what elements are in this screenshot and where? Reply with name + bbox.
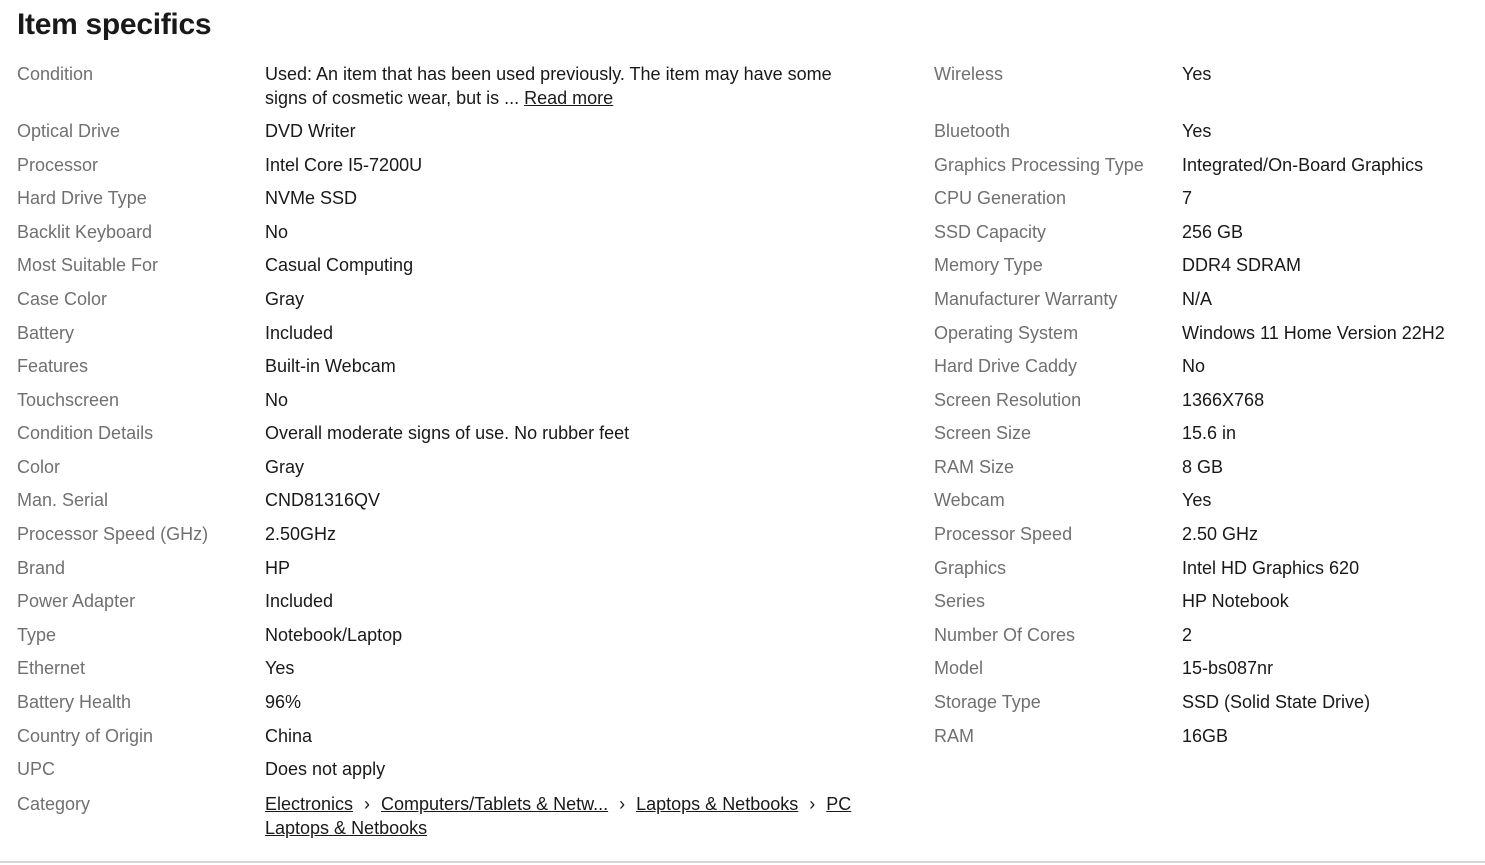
spec-value-text: NVMe SSD <box>265 188 358 208</box>
breadcrumb-link[interactable]: Laptops & Netbooks <box>636 794 799 814</box>
spec-label: Touchscreen <box>17 390 120 410</box>
spec-value-text: 2 <box>1182 625 1193 645</box>
spec-label: Manufacturer Warranty <box>934 289 1118 309</box>
spec-value-text: 96% <box>265 692 302 712</box>
spec-value <box>265 623 845 647</box>
spec-label: SSD Capacity <box>934 222 1047 242</box>
spec-value-text: Yes <box>1182 121 1212 141</box>
spec-label: Webcam <box>934 490 1005 510</box>
spec-value <box>265 287 845 311</box>
spec-value-text: 8 GB <box>1182 457 1224 477</box>
spec-value-text: 7 <box>1182 188 1193 208</box>
spec-value <box>1182 62 1474 86</box>
spec-value <box>1182 724 1474 748</box>
spec-value-text: 15-bs087nr <box>1182 658 1274 678</box>
spec-row-hard-drive-caddy <box>934 354 1474 378</box>
spec-value <box>265 690 845 714</box>
spec-value-text: HP Notebook <box>1182 591 1289 611</box>
spec-row-graphics <box>934 556 1474 580</box>
spec-row-processor-speed-ghz <box>17 522 845 546</box>
spec-row-operating-system <box>934 321 1474 345</box>
section-divider <box>0 861 1485 863</box>
spec-value-text: 16GB <box>1182 726 1229 746</box>
spec-value <box>265 556 845 580</box>
spec-row-ram <box>934 724 1474 748</box>
spec-value-text: No <box>265 222 289 242</box>
spec-row-wireless <box>934 62 1474 86</box>
spec-label: Hard Drive Type <box>17 188 147 208</box>
spec-row-man-serial <box>17 488 845 512</box>
spec-label: Category <box>17 794 91 814</box>
spec-label: Ethernet <box>17 658 86 678</box>
spec-row-touchscreen <box>17 388 845 412</box>
spec-label: Screen Size <box>934 423 1032 443</box>
spec-value-text: Yes <box>1182 490 1212 510</box>
spec-value <box>265 220 845 244</box>
spec-value <box>1182 522 1474 546</box>
spec-value-text: SSD (Solid State Drive) <box>1182 692 1371 712</box>
spec-value-text: Intel Core I5-7200U <box>265 155 423 175</box>
spec-label: Memory Type <box>934 255 1043 275</box>
breadcrumb-link[interactable]: Computers/Tablets & Netw... <box>381 794 609 814</box>
spec-value-text: DDR4 SDRAM <box>1182 255 1302 275</box>
spec-row-power-adapter <box>17 589 845 613</box>
spec-value <box>265 724 845 748</box>
spec-value <box>265 119 845 143</box>
spec-row-screen-size <box>934 421 1474 445</box>
spec-value-text: Casual Computing <box>265 255 414 275</box>
spec-label: Wireless <box>934 64 1004 84</box>
spec-label: Battery Health <box>17 692 132 712</box>
spec-value <box>1182 455 1474 479</box>
spec-value-text: Intel HD Graphics 620 <box>1182 558 1360 578</box>
spec-row-country-of-origin <box>17 724 845 748</box>
spec-value-text: No <box>265 390 289 410</box>
spec-row-category <box>17 792 855 840</box>
spec-value <box>1182 690 1474 714</box>
spec-row-memory-type <box>934 253 1474 277</box>
spec-row-graphics-processing-type <box>934 153 1474 177</box>
spec-label: Type <box>17 625 57 645</box>
spec-row-number-of-cores <box>934 623 1474 647</box>
spec-label: UPC <box>17 759 56 779</box>
spec-value-text: 1366X768 <box>1182 390 1265 410</box>
spec-value-text: Gray <box>265 457 305 477</box>
spec-row-type <box>17 623 845 647</box>
spec-value-text: No <box>1182 356 1206 376</box>
spec-value <box>265 589 845 613</box>
spec-value-text: Does not apply <box>265 759 386 779</box>
spec-label: Features <box>17 356 89 376</box>
spec-value <box>265 321 845 345</box>
spec-label: CPU Generation <box>934 188 1067 208</box>
spec-value <box>265 388 845 412</box>
spec-label: Case Color <box>17 289 108 309</box>
spec-label: Operating System <box>934 323 1079 343</box>
spec-value <box>1182 623 1474 647</box>
spec-label: Processor Speed <box>934 524 1073 544</box>
spec-value-text: 256 GB <box>1182 222 1244 242</box>
spec-row-webcam <box>934 488 1474 512</box>
spec-value <box>1182 656 1474 680</box>
spec-row-ram-size <box>934 455 1474 479</box>
spec-value-text: DVD Writer <box>265 121 356 141</box>
spec-value-text: 2.50GHz <box>265 524 337 544</box>
spec-value <box>1182 556 1474 580</box>
spec-value-text: Yes <box>1182 64 1212 84</box>
spec-label: Storage Type <box>934 692 1041 712</box>
spec-label: Optical Drive <box>17 121 121 141</box>
spec-label: Most Suitable For <box>17 255 159 275</box>
spec-row-condition-details <box>17 421 845 445</box>
spec-label: Series <box>934 591 986 611</box>
spec-row-hard-drive-type <box>17 186 845 210</box>
spec-value-text: Used: An item that has been used previously. The item may have some signs of cosmetic wear, but is ... <box>265 64 832 108</box>
spec-value-text: 2.50 GHz <box>1182 524 1259 544</box>
section-title: Item specifics <box>17 8 212 41</box>
spec-row-ssd-capacity <box>934 220 1474 244</box>
spec-label: Condition Details <box>17 423 154 443</box>
spec-row-cpu-generation <box>934 186 1474 210</box>
spec-value <box>265 253 845 277</box>
spec-row-color <box>17 455 845 479</box>
spec-label: Processor <box>17 155 99 175</box>
spec-row-bluetooth <box>934 119 1474 143</box>
spec-row-processor-speed <box>934 522 1474 546</box>
spec-value <box>265 757 845 781</box>
category-breadcrumb <box>265 792 855 840</box>
spec-row-battery <box>17 321 845 345</box>
spec-value-text: HP <box>265 558 291 578</box>
spec-row-processor <box>17 153 845 177</box>
spec-label: RAM <box>934 726 974 746</box>
spec-label: Graphics <box>934 558 1007 578</box>
spec-row-screen-resolution <box>934 388 1474 412</box>
chevron-right-icon: › <box>364 794 371 814</box>
spec-row-manufacturer-warranty <box>934 287 1474 311</box>
spec-value-text: Windows 11 Home Version 22H2 <box>1182 323 1445 343</box>
spec-value <box>1182 153 1474 177</box>
spec-row-ethernet <box>17 656 845 680</box>
spec-row-most-suitable-for <box>17 253 845 277</box>
spec-row-model <box>934 656 1474 680</box>
spec-row-optical-drive <box>17 119 845 143</box>
spec-label: Power Adapter <box>17 591 136 611</box>
spec-value-text: Notebook/Laptop <box>265 625 403 645</box>
spec-row-features <box>17 354 845 378</box>
spec-label: RAM Size <box>934 457 1015 477</box>
spec-value-text: CND81316QV <box>265 490 381 510</box>
spec-label: Brand <box>17 558 66 578</box>
spec-value <box>1182 186 1474 210</box>
spec-row-backlit-keyboard <box>17 220 845 244</box>
spec-value-text: China <box>265 726 313 746</box>
spec-row-upc <box>17 757 845 781</box>
spec-value <box>265 354 845 378</box>
spec-label: Color <box>17 457 61 477</box>
spec-value <box>265 656 845 680</box>
spec-value-text: Included <box>265 591 334 611</box>
spec-row-storage-type <box>934 690 1474 714</box>
spec-value-text: Integrated/On-Board Graphics <box>1182 155 1424 175</box>
spec-value-text: Overall moderate signs of use. No rubber feet <box>265 423 630 443</box>
spec-label: Man. Serial <box>17 490 109 510</box>
read-more-link[interactable]: Read more <box>524 88 614 108</box>
spec-value <box>265 522 845 546</box>
spec-row-series <box>934 589 1474 613</box>
spec-value <box>265 62 845 110</box>
spec-label: Backlit Keyboard <box>17 222 153 242</box>
spec-value <box>265 153 845 177</box>
spec-label: Number Of Cores <box>934 625 1076 645</box>
chevron-right-icon: › <box>619 794 626 814</box>
spec-label: Processor Speed (GHz) <box>17 524 209 544</box>
spec-label: Graphics Processing Type <box>934 155 1144 175</box>
spec-value <box>1182 321 1474 345</box>
spec-value <box>265 488 845 512</box>
spec-value-text: 15.6 in <box>1182 423 1237 443</box>
spec-value <box>265 421 845 445</box>
spec-value <box>1182 220 1474 244</box>
spec-value-text: Included <box>265 323 334 343</box>
spec-row-brand <box>17 556 845 580</box>
spec-label: Screen Resolution <box>934 390 1082 410</box>
spec-label: Condition <box>17 64 94 84</box>
spec-label: Model <box>934 658 984 678</box>
spec-value <box>1182 119 1474 143</box>
spec-value <box>1182 287 1474 311</box>
spec-value-text: Gray <box>265 289 305 309</box>
spec-label: Country of Origin <box>17 726 154 746</box>
spec-value <box>1182 253 1474 277</box>
spec-row-condition <box>17 62 845 110</box>
spec-value <box>265 186 845 210</box>
spec-value <box>1182 354 1474 378</box>
spec-value-text: Yes <box>265 658 295 678</box>
breadcrumb-link[interactable]: Electronics <box>265 794 354 814</box>
spec-value <box>1182 388 1474 412</box>
spec-label: Battery <box>17 323 75 343</box>
spec-row-case-color <box>17 287 845 311</box>
spec-row-battery-health <box>17 690 845 714</box>
breadcrumb-link[interactable]: PC Laptops & Netbooks <box>265 794 852 838</box>
spec-value-text: N/A <box>1182 289 1213 309</box>
spec-value <box>1182 421 1474 445</box>
chevron-right-icon: › <box>809 794 816 814</box>
spec-value-text: Built-in Webcam <box>265 356 396 376</box>
spec-label: Bluetooth <box>934 121 1011 141</box>
spec-label: Hard Drive Caddy <box>934 356 1078 376</box>
spec-value <box>1182 589 1474 613</box>
spec-value <box>1182 488 1474 512</box>
spec-value <box>265 455 845 479</box>
